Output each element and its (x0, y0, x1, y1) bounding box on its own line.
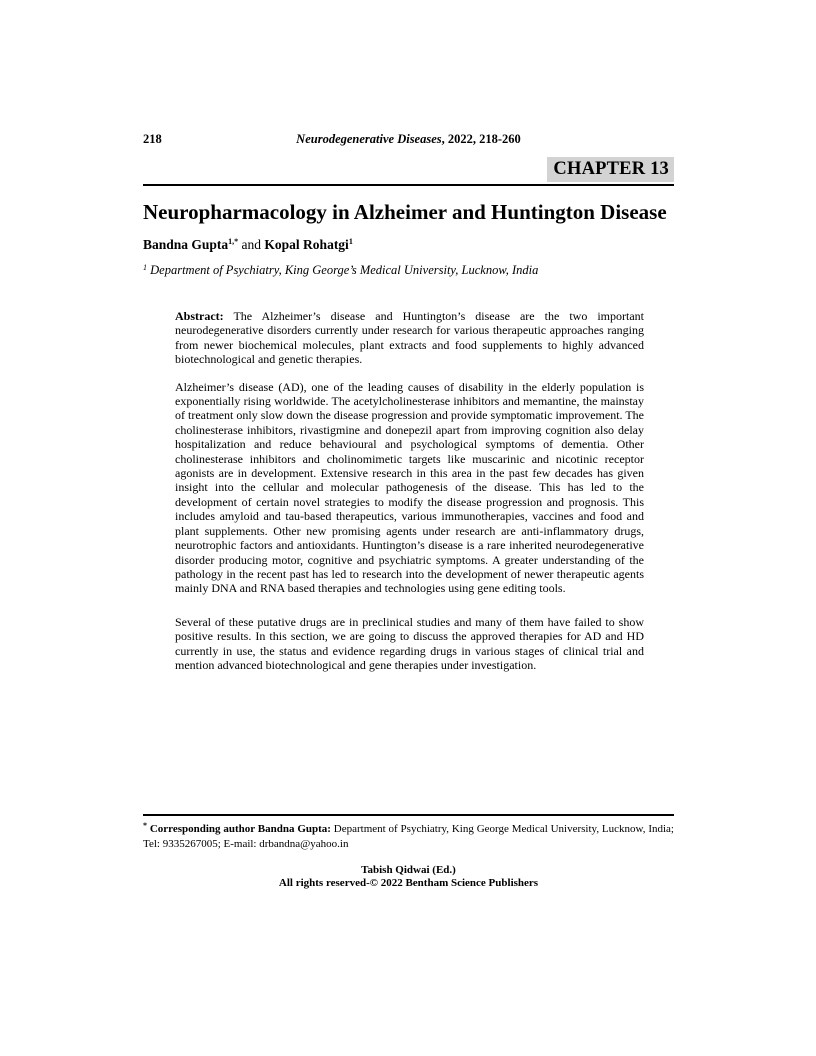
author-1: Bandna Gupta (143, 237, 229, 252)
byline-connector: and (238, 237, 265, 252)
rights-line: All rights reserved-© 2022 Bentham Science Publishers (278, 877, 539, 889)
affiliation-marker: 1 (143, 263, 147, 272)
page-number: 218 (143, 132, 162, 146)
abstract-paragraph-1 (175, 309, 644, 367)
publisher-imprint (143, 864, 674, 890)
affiliation-text: Department of Psychiatry, King George’s Medical University, Lucknow, India (147, 263, 539, 277)
abstract-paragraph-1-text: The Alzheimer’s disease and Huntington’s disease are the two important neurodegenerative disorders currently under research for various therapeutic approaches ranging from newer biochemical molecules, plant extracts and food supplements to highly advanced biotechnological and genetic therapies. (175, 309, 644, 367)
author-1-affil-marker: 1,* (228, 237, 239, 246)
chapter-title: Neuropharmacology in Alzheimer and Huntington Disease (143, 200, 667, 224)
footnote-marker: * (143, 821, 147, 830)
chapter-label: CHAPTER 13 (547, 157, 674, 182)
journal-meta: , 2022, 218-260 (441, 132, 521, 146)
abstract-label: Abstract: (175, 309, 224, 323)
footnote-divider (143, 814, 674, 816)
editor-line: Tabish Qidwai (Ed.) (361, 864, 456, 876)
running-header (143, 131, 674, 147)
page-foot (143, 814, 674, 890)
author-2: Kopal Rohatgi (264, 237, 349, 252)
chapter-banner (143, 157, 674, 186)
footnote-lead: Corresponding author Bandna Gupta: (147, 823, 331, 835)
abstract-block (175, 309, 644, 672)
journal-reference (143, 131, 674, 147)
author-byline (143, 236, 674, 255)
corresponding-author-footnote (143, 822, 674, 851)
author-2-affil-marker: 1 (348, 237, 353, 246)
affiliation-line (143, 263, 674, 279)
page-content (143, 0, 674, 672)
footnote-text: Department of Psychiatry, King George Medical University, Lucknow, India; Tel: 9335267005; E-mail: drbandna@yahoo.in (143, 823, 674, 850)
journal-title: Neurodegenerative Diseases (296, 132, 442, 146)
abstract-paragraph-3: Several of these putative drugs are in preclinical studies and many of them have failed to show positive results. In this section, we are going to discuss the approved therapies for AD and HD currently in use, the status and evidence regarding drugs in various stages of clinical trial and mention advanced biotechnological and gene therapies under investigation. (175, 614, 644, 672)
abstract-paragraph-2: Alzheimer’s disease (AD), one of the leading causes of disability in the elderly population is exponentially rising worldwide. The acetylcholinesterase inhibitors and memantine, the mainstay of treatment only slow down the disease progression and provide symptomatic improvement. The cholinesterase inhibitors, rivastigmine and donepezil apart from improving cognition also delay hospitalization and reduce behavioural and psychological symptoms of dementia. Other cholinesterase inhibitors and cholinomimetic targets like muscarinic and nicotinic receptor agonists are in development. Extensive research in this area in the past few decades has given insight into the cellular and molecular pathogenesis of the disease. This has led to the development of certain novel strategies to modify the disease progression and prognosis. This includes amyloid and tau-based therapeutics, various immunotherapies, vaccines and food and plant supplements. Other new promising agents under research are anti-inflammatory drugs, neurotrophic factors and antioxidants. Huntington’s disease is a rare inherited neurodegenerative disorder producing motor, cognitive and psychiatric symptoms. A greater understanding of the pathology in the recent past has led to research into the development of newer therapeutic agents mainly DNA and RNA based therapies and technologies using gene editing tools. (175, 379, 644, 596)
